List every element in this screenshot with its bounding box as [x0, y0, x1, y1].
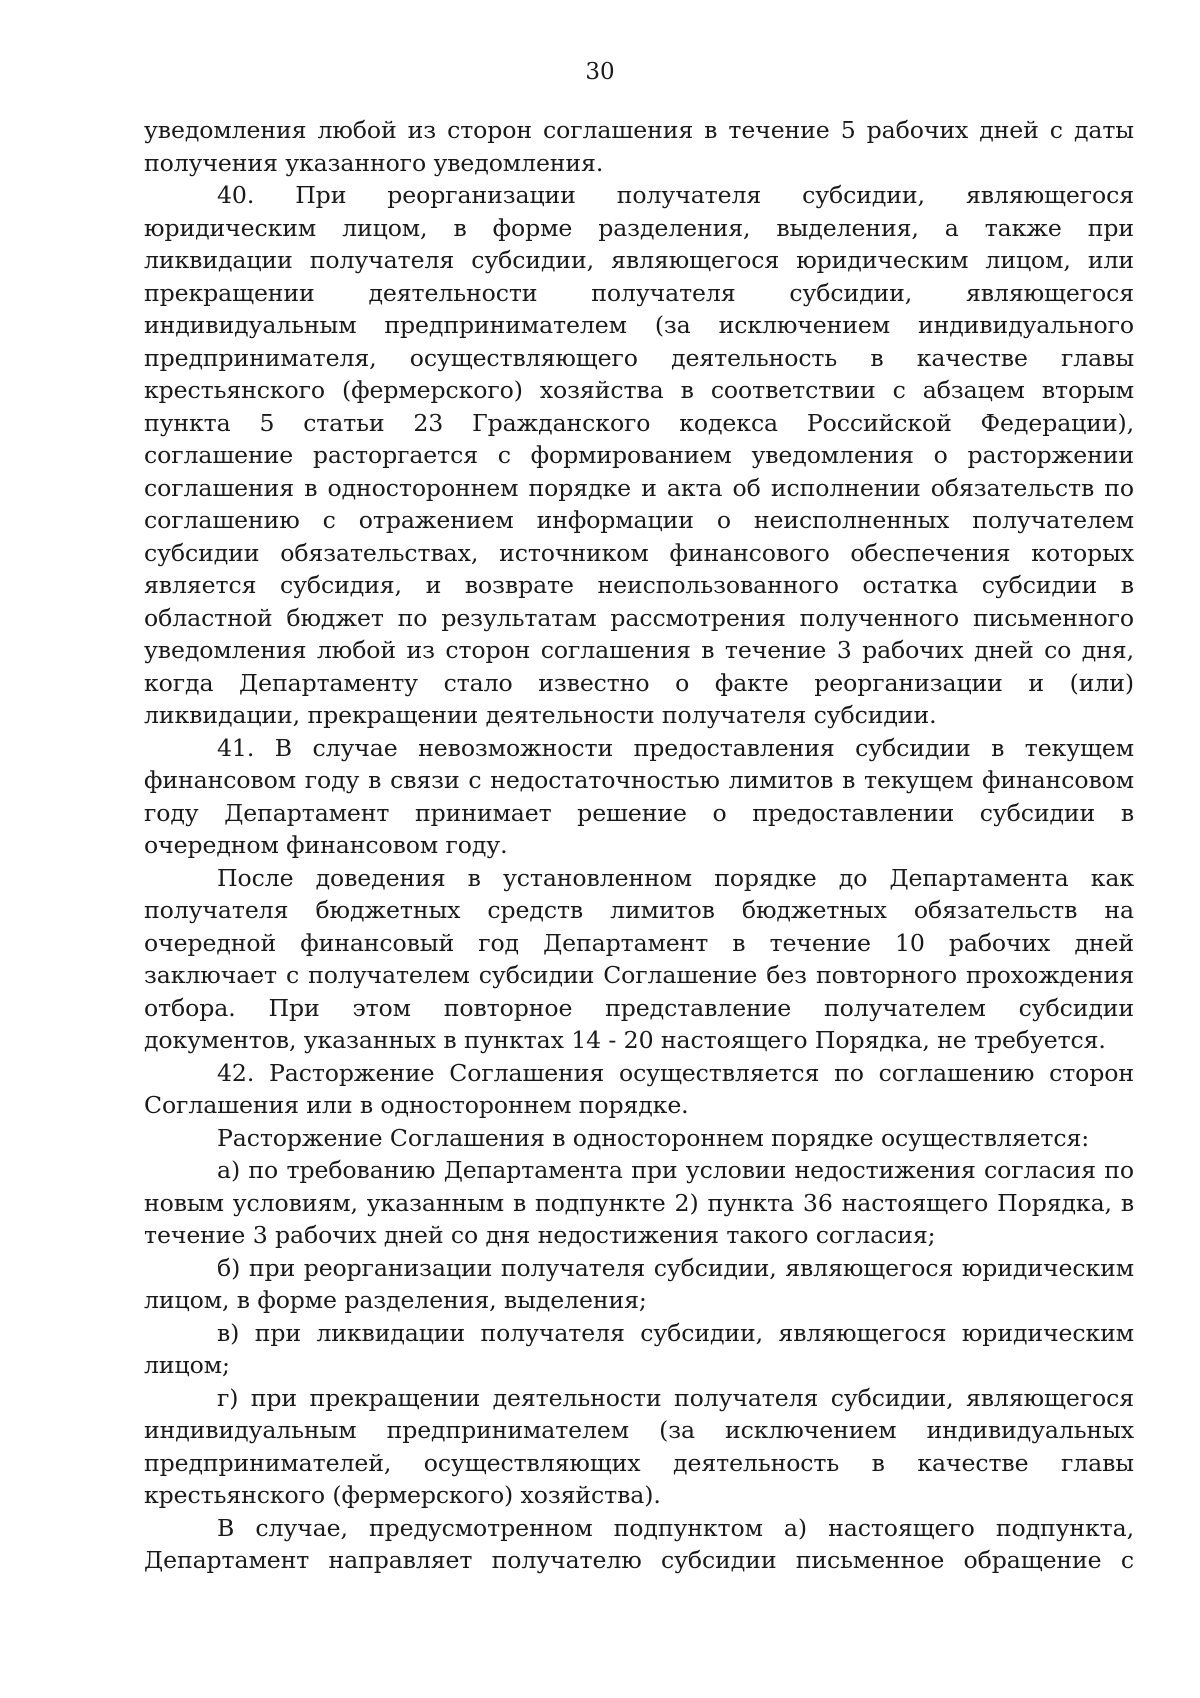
paragraph-unilateral-intro: Расторжение Соглашения в одностороннем порядке осуществляется:	[217, 1123, 1090, 1152]
paragraph-subitem-v: в) при ликвидации получателя субсидии, являющегося юридическим лицом;	[144, 1318, 1134, 1379]
paragraph-item-41: 41. В случае невозможности предоставления субсидии в текущем финансовом году в связи с недостаточностью лимитов в текущем финансовом году Департамент принимает решение о предоставлении субсидии в очередном финансовом году.	[144, 733, 1134, 859]
paragraph-subitem-b: б) при реорганизации получателя субсидии, являющегося юридическим лицом, в форме разделения, выделения;	[144, 1253, 1134, 1314]
paragraph-item-41-continued: После доведения в установленном порядке до Департамента как получателя бюджетных средств лимитов бюджетных обязательств на очередной финансовый год Департамент в течение 10 рабочих дней заключает с получателем субсидии Соглашение без повторного прохождения отбора. При этом повторное представление получателем субсидии документов, указанных в пунктах 14 - 20 настоящего Порядка, не требуется.	[144, 863, 1134, 1054]
paragraph-case-a: В случае, предусмотренном подпунктом а) настоящего подпункта, Департамент направляет получателю субсидии письменное обращение с	[144, 1513, 1134, 1574]
paragraph-item-42: 42. Расторжение Соглашения осуществляется по соглашению сторон Соглашения или в одностороннем порядке.	[144, 1058, 1134, 1119]
document-body	[144, 114, 1134, 1577]
page-number: 30	[585, 59, 615, 85]
paragraph-continuation: уведомления любой из сторон соглашения в течение 5 рабочих дней с даты получения указанного уведомления.	[144, 116, 1134, 177]
paragraph-item-40: 40. При реорганизации получателя субсидии, являющегося юридическим лицом, в форме разделения, выделения, а также при ликвидации получателя субсидии, являющегося юридическим лицом, или прекращении деятельности получателя субсидии, являющегося индивидуальным предпринимателем (за исключением индивидуального предпринимателя, осуществляющего деятельность в качестве главы крестьянского (фермерского) хозяйства в соответствии с абзацем вторым пункта 5 статьи 23 Гражданского кодекса Российской Федерации), соглашение расторгается с формированием уведомления о расторжении соглашения в одностороннем порядке и акта об исполнении обязательств по соглашению с отражением информации о неисполненных получателем субсидии обязательствах, источником финансового обеспечения которых является субсидия, и возврате неиспользованного остатка субсидии в областной бюджет по результатам рассмотрения полученного письменного уведомления любой из сторон соглашения в течение 3 рабочих дней со дня, когда Департаменту стало известно о факте реорганизации и (или) ликвидации, прекращении деятельности получателя субсидии.	[144, 181, 1134, 729]
paragraph-subitem-a: а) по требованию Департамента при условии недостижения согласия по новым условиям, указанным в подпункте 2) пункта 36 настоящего Порядка, в течение 3 рабочих дней со дня недостижения такого согласия;	[144, 1156, 1134, 1249]
paragraph-subitem-g: г) при прекращении деятельности получателя субсидии, являющегося индивидуальным предпринимателем (за исключением индивидуальных предпринимателей, осуществляющих деятельность в качестве главы крестьянского (фермерского) хозяйства).	[144, 1383, 1134, 1509]
